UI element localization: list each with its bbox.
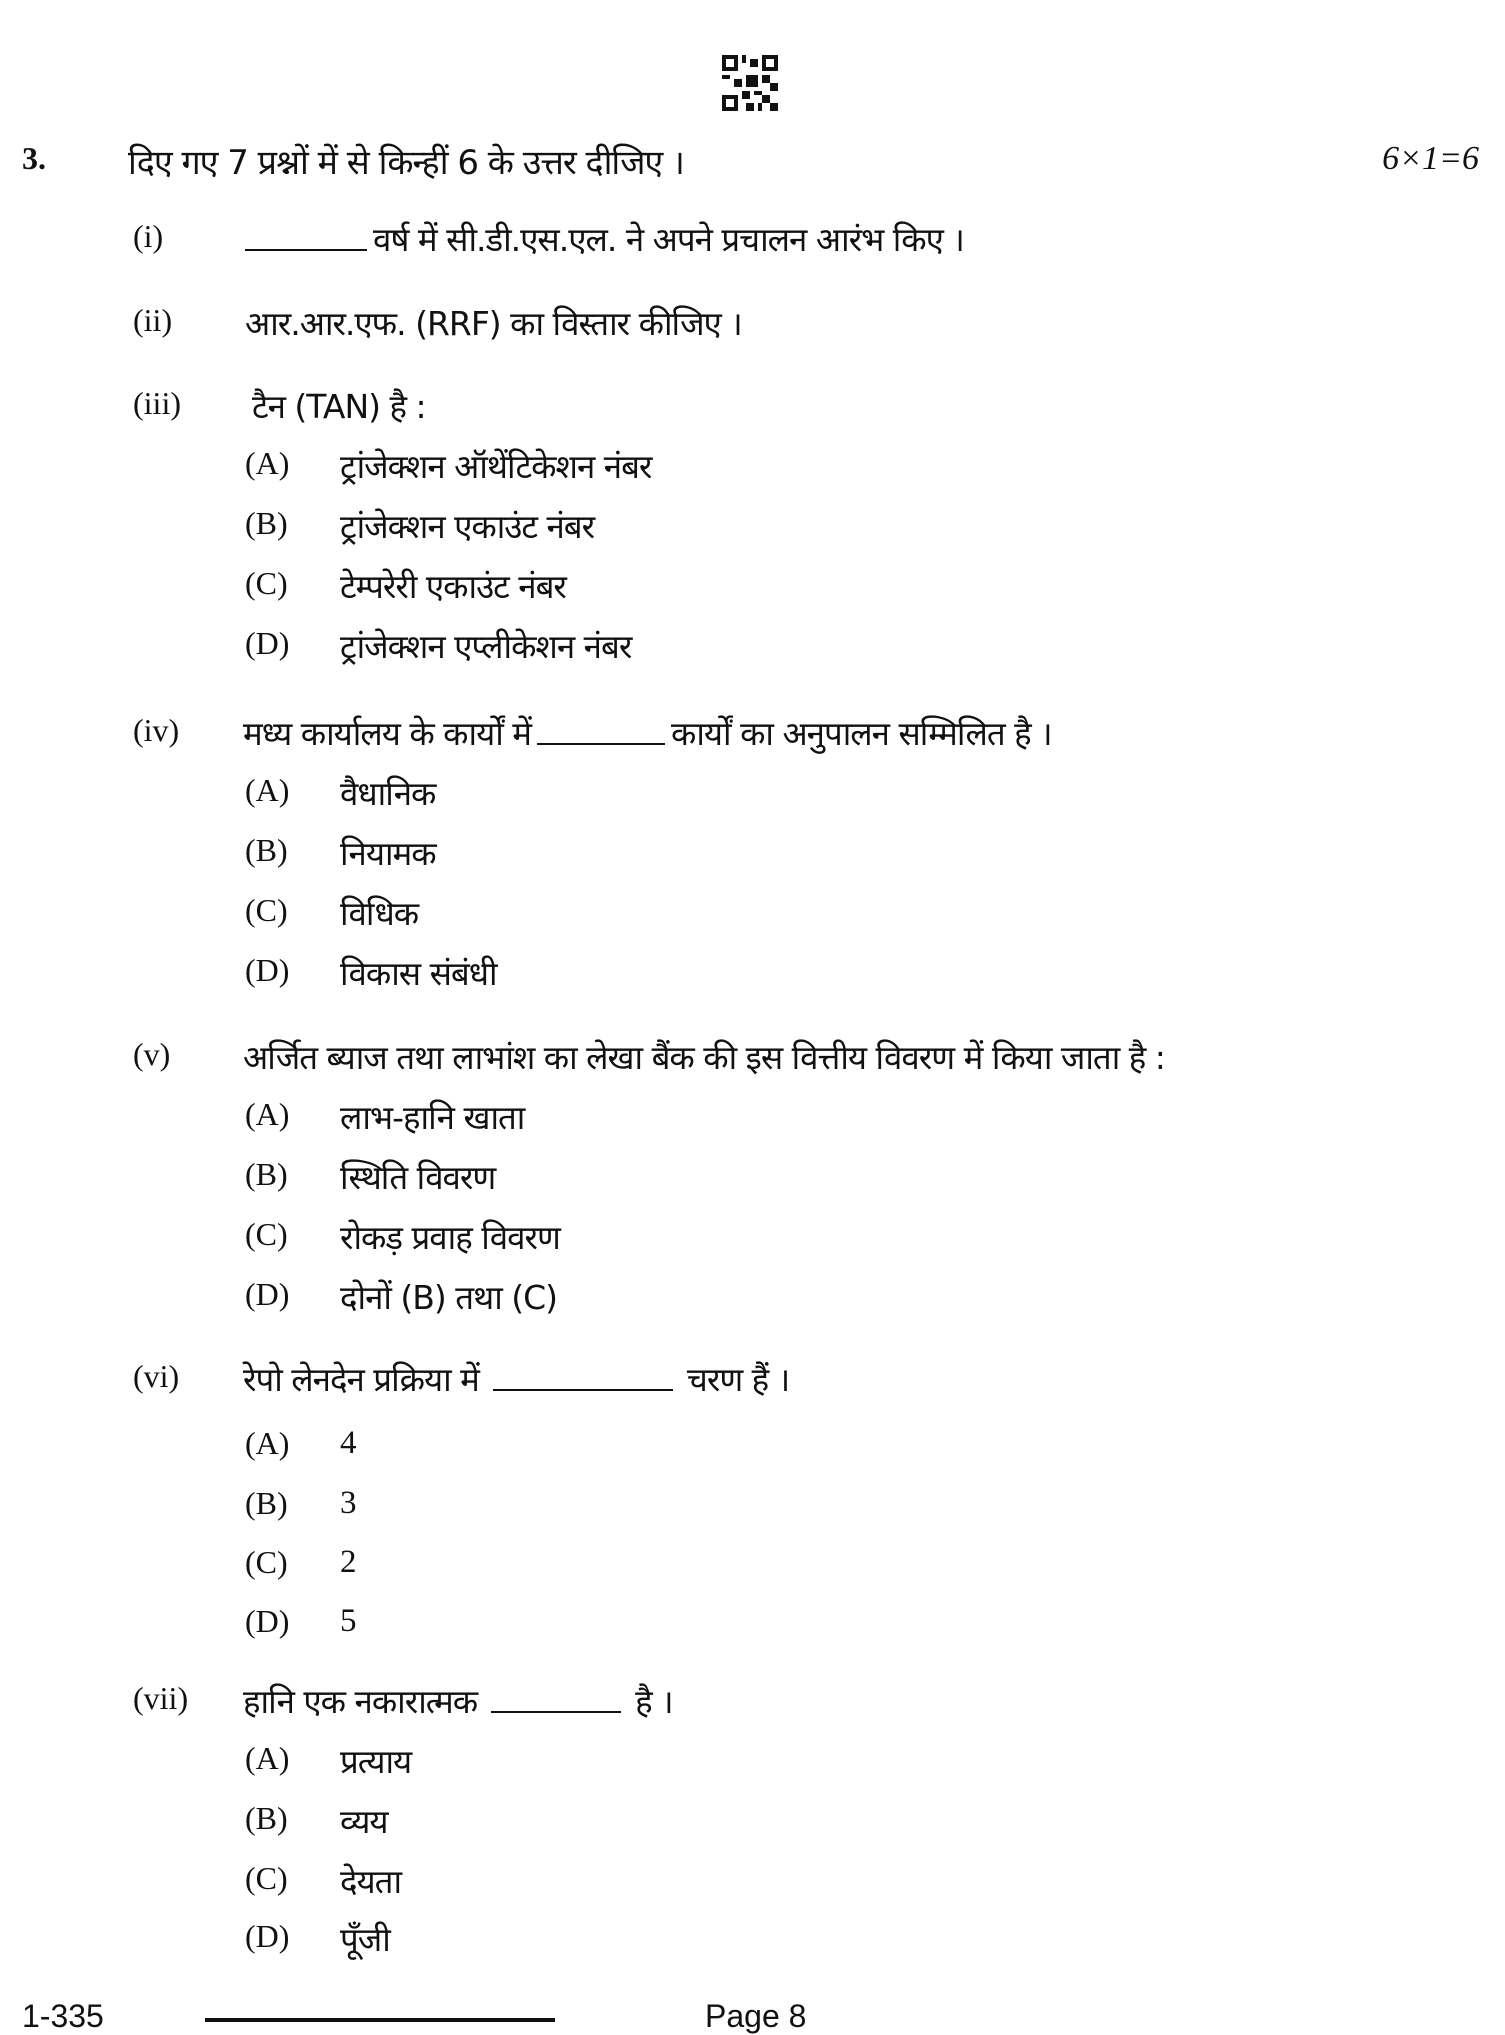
subquestion-label: (vii): [133, 1680, 189, 1716]
subquestion-stem: [243, 1356, 789, 1401]
option-text: लाभ-हानि खाता: [340, 1098, 525, 1137]
fill-blank: [537, 717, 665, 745]
option-label: (B): [245, 832, 288, 868]
option-text: टेम्परेरी एकाउंट नंबर: [340, 567, 566, 606]
subquestion-label: (v): [133, 1036, 171, 1072]
option-label: (D): [245, 625, 290, 661]
option-label: (A): [245, 1425, 290, 1461]
option-text: व्यय: [340, 1802, 388, 1841]
option-label: (A): [245, 772, 290, 808]
fill-blank: [493, 1363, 673, 1391]
option-text: वैधानिक: [340, 774, 436, 813]
option-label: (D): [245, 1276, 290, 1312]
question-instruction: दिए गए 7 प्रश्नों में से किन्हीं 6 के उत्तर दीजिए ।: [128, 143, 684, 183]
fill-blank: [491, 1685, 621, 1713]
option-text: प्रत्याय: [340, 1742, 412, 1781]
option-label: (D): [245, 1603, 290, 1639]
option-text: पूँजी: [340, 1920, 390, 1959]
stem-text: रेपो लेनदेन प्रक्रिया में: [243, 1360, 479, 1399]
option-label: (A): [245, 1096, 290, 1132]
option-text: विकास संबंधी: [340, 954, 497, 993]
option-label: (C): [245, 1216, 288, 1252]
option-text: 4: [340, 1425, 357, 1461]
subquestion-stem: [243, 710, 1052, 755]
subquestion-stem: टैन (TAN) है :: [252, 387, 426, 426]
option-label: (C): [245, 565, 288, 601]
option-label: (B): [245, 1800, 288, 1836]
stem-text: मध्य कार्यालय के कार्यों में: [243, 714, 531, 753]
option-text: ट्रांजेक्शन एप्लीकेशन नंबर: [340, 627, 632, 666]
option-text: 5: [340, 1603, 357, 1639]
stem-text: हानि एक नकारात्मक: [243, 1682, 478, 1721]
option-text: स्थिति विवरण: [340, 1158, 496, 1197]
option-text: ट्रांजेक्शन ऑथेंटिकेशन नंबर: [340, 447, 652, 486]
option-label: (B): [245, 1485, 288, 1521]
option-label: (A): [245, 445, 290, 481]
footer-divider: [205, 2018, 555, 2022]
option-label: (A): [245, 1740, 290, 1776]
subquestion-label: (vi): [133, 1358, 180, 1394]
stem-text: कार्यों का अनुपालन सम्मिलित है ।: [671, 714, 1052, 753]
subquestion-label: (ii): [133, 302, 173, 338]
option-label: (C): [245, 1860, 288, 1896]
option-label: (B): [245, 505, 288, 541]
subquestion-label: (i): [133, 218, 164, 254]
option-text: ट्रांजेक्शन एकाउंट नंबर: [340, 507, 595, 546]
subquestion-stem: अर्जित ब्याज तथा लाभांश का लेखा बैंक की इस वित्तीय विवरण में किया जाता है :: [243, 1038, 1165, 1077]
option-label: (C): [245, 892, 288, 928]
paper-code: 1-335: [22, 1998, 104, 2034]
question-number: 3.: [22, 140, 46, 176]
option-label: (D): [245, 952, 290, 988]
fill-blank: [245, 223, 367, 251]
option-label: (C): [245, 1544, 288, 1580]
subquestion-label: (iii): [133, 385, 181, 421]
option-label: (B): [245, 1156, 288, 1192]
option-text: दोनों (B) तथा (C): [340, 1278, 558, 1317]
subquestion-stem: [245, 216, 964, 261]
qr-code-icon: [722, 55, 778, 111]
stem-text: चरण हैं ।: [686, 1360, 790, 1399]
stem-text: वर्ष में सी.डी.एस.एल. ने अपने प्रचालन आरंभ किए ।: [373, 220, 964, 259]
stem-text: है ।: [635, 1682, 673, 1721]
marks-allocation: 6×1=6: [1382, 140, 1479, 177]
option-text: नियामक: [340, 834, 436, 873]
option-text: रोकड़ प्रवाह विवरण: [340, 1218, 560, 1257]
option-text: 3: [340, 1485, 357, 1521]
option-text: विधिक: [340, 894, 419, 933]
option-text: देयता: [340, 1862, 402, 1901]
subquestion-label: (iv): [133, 712, 180, 748]
page-number: Page 8: [705, 1998, 807, 2034]
option-text: 2: [340, 1544, 357, 1580]
subquestion-stem: [243, 1678, 673, 1723]
option-label: (D): [245, 1918, 290, 1954]
subquestion-stem: आर.आर.एफ. (RRF) का विस्तार कीजिए ।: [245, 304, 742, 343]
